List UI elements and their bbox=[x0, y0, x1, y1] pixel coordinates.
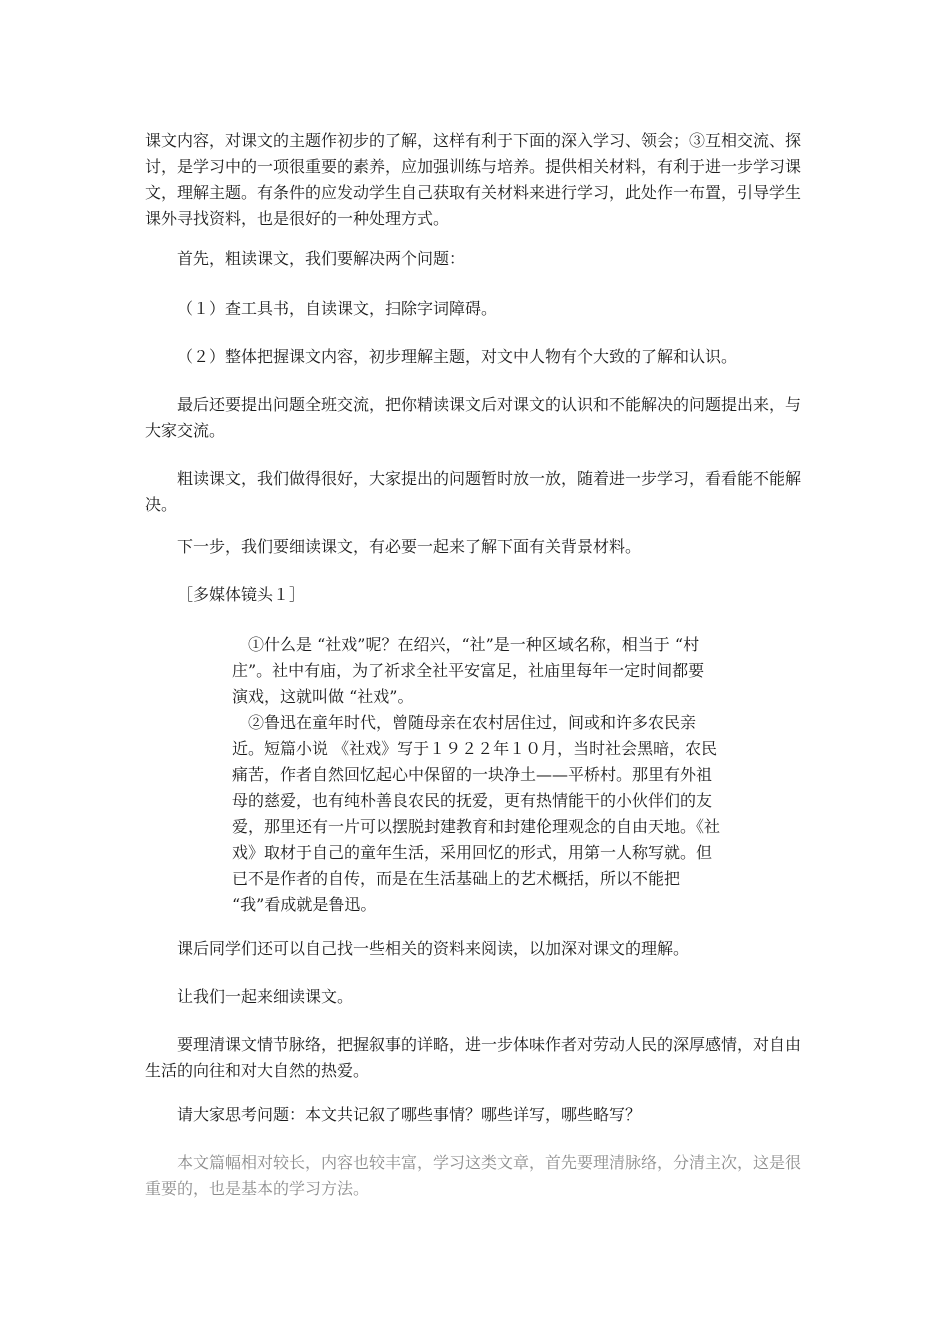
exchange-paragraph: 最后还要提出问题全班交流，把你精读课文后对课文的认识和不能解决的问题提出来，与大家交流。 bbox=[145, 395, 802, 440]
after-class-paragraph: 课后同学们还可以自己找一些相关的资料来阅读，以加深对课文的理解。 bbox=[177, 939, 690, 958]
lets-read-paragraph: 让我们一起来细读课文。 bbox=[177, 987, 354, 1006]
item-1-paragraph: （１）查工具书，自读课文，扫除字词障碍。 bbox=[177, 299, 498, 318]
background-point-1: ①什么是 “社戏”呢？在绍兴，“社”是一种区域名称，相当于 “村庄”。社中有庙，为了祈求全社平安富足，社庙里每年一定时间都要演戏，这就叫做 “社戏”。 bbox=[232, 635, 705, 706]
intro-paragraph: 课文内容，对课文的主题作初步的了解，这样有利于下面的深入学习、领会；③互相交流、探讨，是学习中的一项很重要的素养，应加强训练与培养。提供相关材料，有利于进一步学习课文，理解主题。有条件的应发动学生自己获取有关材料来进行学习，此处作一布置，引导学生课外寻找资料，也是很好的一种处理方式。 bbox=[145, 131, 802, 228]
first-step-paragraph: 首先，粗读课文，我们要解决两个问题： bbox=[177, 249, 466, 268]
question-paragraph: 请大家思考问题：本文共记叙了哪些事情？哪些详写，哪些略写？ bbox=[177, 1105, 642, 1124]
item-2-paragraph: （２）整体把握课文内容，初步理解主题，对文中人物有个大致的了解和认识。 bbox=[177, 347, 738, 366]
method-note-paragraph: 本文篇幅相对较长，内容也较丰富，学习这类文章，首先要理清脉络，分清主次，这是很重要的，也是基本的学习方法。 bbox=[145, 1153, 802, 1198]
background-point-2: ②鲁迅在童年时代，曾随母亲在农村居住过，间或和许多农民亲近。短篇小说 《社戏》写于１９２２年１０月，当时社会黑暗，农民痛苦，作者自然回忆起心中保留的一块净土——平桥村。那里有外祖母的慈爱，也有纯朴善良农民的抚爱，更有热情能干的小伙伴们的友爱，那里还有一片可以摆脱封建教育和封建伦理观念的自由天地。《社戏》取材于自己的童年生活，采用回忆的形式，用第一人称写就。但已不是作者的自传，而是在生活基础上的艺术概括，所以不能把 “我”看成就是鲁迅。 bbox=[232, 713, 721, 914]
next-step-paragraph: 下一步，我们要细读课文，有必要一起来了解下面有关背景材料。 bbox=[177, 537, 642, 556]
background-material-box bbox=[232, 632, 720, 918]
clarify-paragraph: 要理清课文情节脉络，把握叙事的详略，进一步体味作者对劳动人民的深厚感情，对自由生活的向往和对大自然的热爱。 bbox=[145, 1035, 802, 1080]
rough-reading-paragraph: 粗读课文，我们做得很好，大家提出的问题暂时放一放，随着进一步学习，看看能不能解决。 bbox=[145, 469, 802, 514]
media-label: ［多媒体镜头１］ bbox=[177, 585, 306, 604]
